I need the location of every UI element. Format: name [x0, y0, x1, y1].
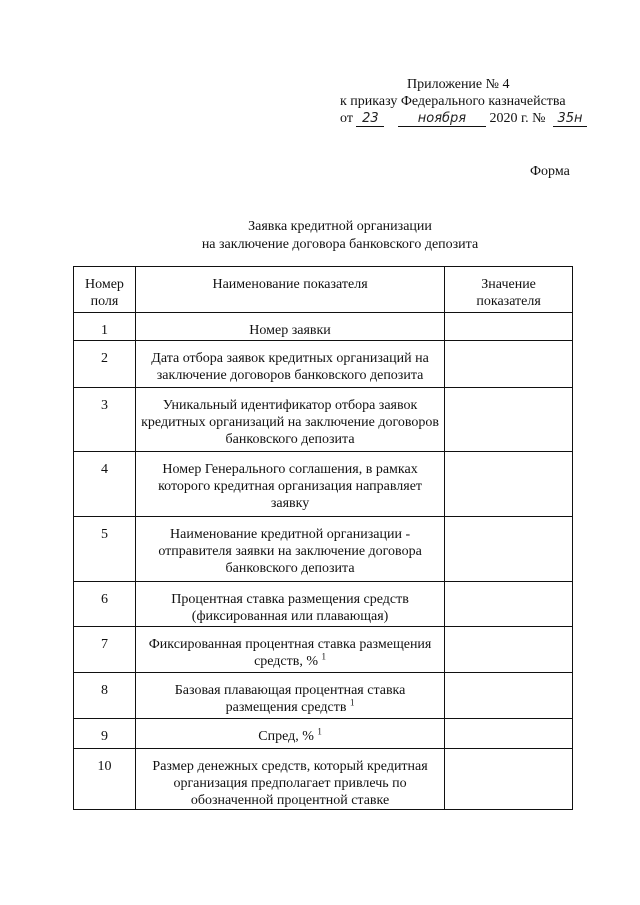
application-table: [73, 266, 573, 810]
table-row: [74, 452, 573, 517]
indicator-name-cell: [135, 341, 444, 388]
header-indicator-value: Значение показателя: [445, 267, 573, 313]
indicator-value-cell: [445, 582, 573, 627]
table-row: [74, 388, 573, 452]
table-header-row: [74, 267, 573, 313]
indicator-name-text: Процентная ставка размещения средств (фиксированная или плавающая): [171, 592, 409, 624]
field-number-cell: 7: [74, 627, 136, 673]
indicator-name-text: Номер Генерального соглашения, в рамках которого кредитная организация направляет заявку: [158, 462, 423, 511]
field-number-cell: 3: [74, 388, 136, 452]
indicator-name-cell: [135, 452, 444, 517]
header-block: [340, 76, 620, 127]
indicator-name-text: Наименование кредитной организации - отправителя заявки на заключение договора банковского депозита: [158, 527, 422, 576]
indicator-value-cell: [445, 749, 573, 810]
footnote-mark: 1: [321, 651, 327, 662]
indicator-value-cell: [445, 627, 573, 673]
handwritten-day: 23: [356, 112, 384, 127]
table-row: [74, 749, 573, 810]
indicator-name-cell: [135, 719, 444, 749]
table-row: [74, 517, 573, 582]
indicator-name-cell: [135, 388, 444, 452]
field-number-cell: 5: [74, 517, 136, 582]
field-number-cell: 6: [74, 582, 136, 627]
indicator-value-cell: [445, 313, 573, 341]
table-row: [74, 341, 573, 388]
indicator-value-cell: [445, 719, 573, 749]
indicator-name-text: Спред, %: [258, 729, 314, 744]
field-number-cell: 9: [74, 719, 136, 749]
header-indicator-name: Наименование показателя: [135, 267, 444, 313]
header-field-number: Номер поля: [74, 267, 136, 313]
indicator-name-cell: [135, 517, 444, 582]
indicator-name-cell: [135, 749, 444, 810]
title-line-1: Заявка кредитной организации: [248, 219, 432, 234]
indicator-value-cell: [445, 517, 573, 582]
table-row: [74, 627, 573, 673]
footnote-mark: 1: [349, 697, 355, 708]
table-row: [74, 719, 573, 749]
field-number-cell: 8: [74, 673, 136, 719]
indicator-name-text: Фиксированная процентная ставка размещения средств, %: [148, 637, 432, 669]
indicator-name-cell: [135, 582, 444, 627]
field-number-cell: 2: [74, 341, 136, 388]
field-number-cell: 10: [74, 749, 136, 810]
indicator-name-cell: [135, 673, 444, 719]
indicator-name-text: Дата отбора заявок кредитных организаций на заключение договоров банковского депозита: [151, 351, 429, 383]
from-label: от: [340, 111, 353, 126]
table-row: [74, 582, 573, 627]
indicator-value-cell: [445, 341, 573, 388]
handwritten-month: ноября: [398, 112, 486, 127]
document-title: [130, 218, 550, 254]
title-line-2: на заключение договора банковского депозита: [201, 237, 479, 252]
footnote-mark: 1: [317, 726, 322, 737]
indicator-value-cell: [445, 673, 573, 719]
table-row: [74, 673, 573, 719]
indicator-name-text: Базовая плавающая процентная ставка размещения средств: [174, 683, 406, 715]
form-label: Форма: [530, 164, 570, 179]
indicator-name-cell: [135, 313, 444, 341]
table-row: [74, 313, 573, 341]
indicator-value-cell: [445, 388, 573, 452]
handwritten-order-number: 35н: [553, 112, 587, 127]
indicator-name-text: Номер заявки: [249, 323, 331, 338]
indicator-name-text: Уникальный идентификатор отбора заявок кредитных организаций на заключение договоров банковского депозита: [141, 398, 439, 447]
indicator-name-cell: [135, 627, 444, 673]
year-label: 2020 г. №: [489, 111, 546, 126]
order-reference: к приказу Федерального казначейства: [340, 94, 566, 109]
order-date-line: [340, 110, 620, 127]
indicator-name-text: Размер денежных средств, который кредитная организация предполагает привлечь по обозначенной процентной ставке: [152, 759, 428, 808]
indicator-value-cell: [445, 452, 573, 517]
field-number-cell: 1: [74, 313, 136, 341]
field-number-cell: 4: [74, 452, 136, 517]
appendix-label: Приложение № 4: [407, 77, 510, 92]
